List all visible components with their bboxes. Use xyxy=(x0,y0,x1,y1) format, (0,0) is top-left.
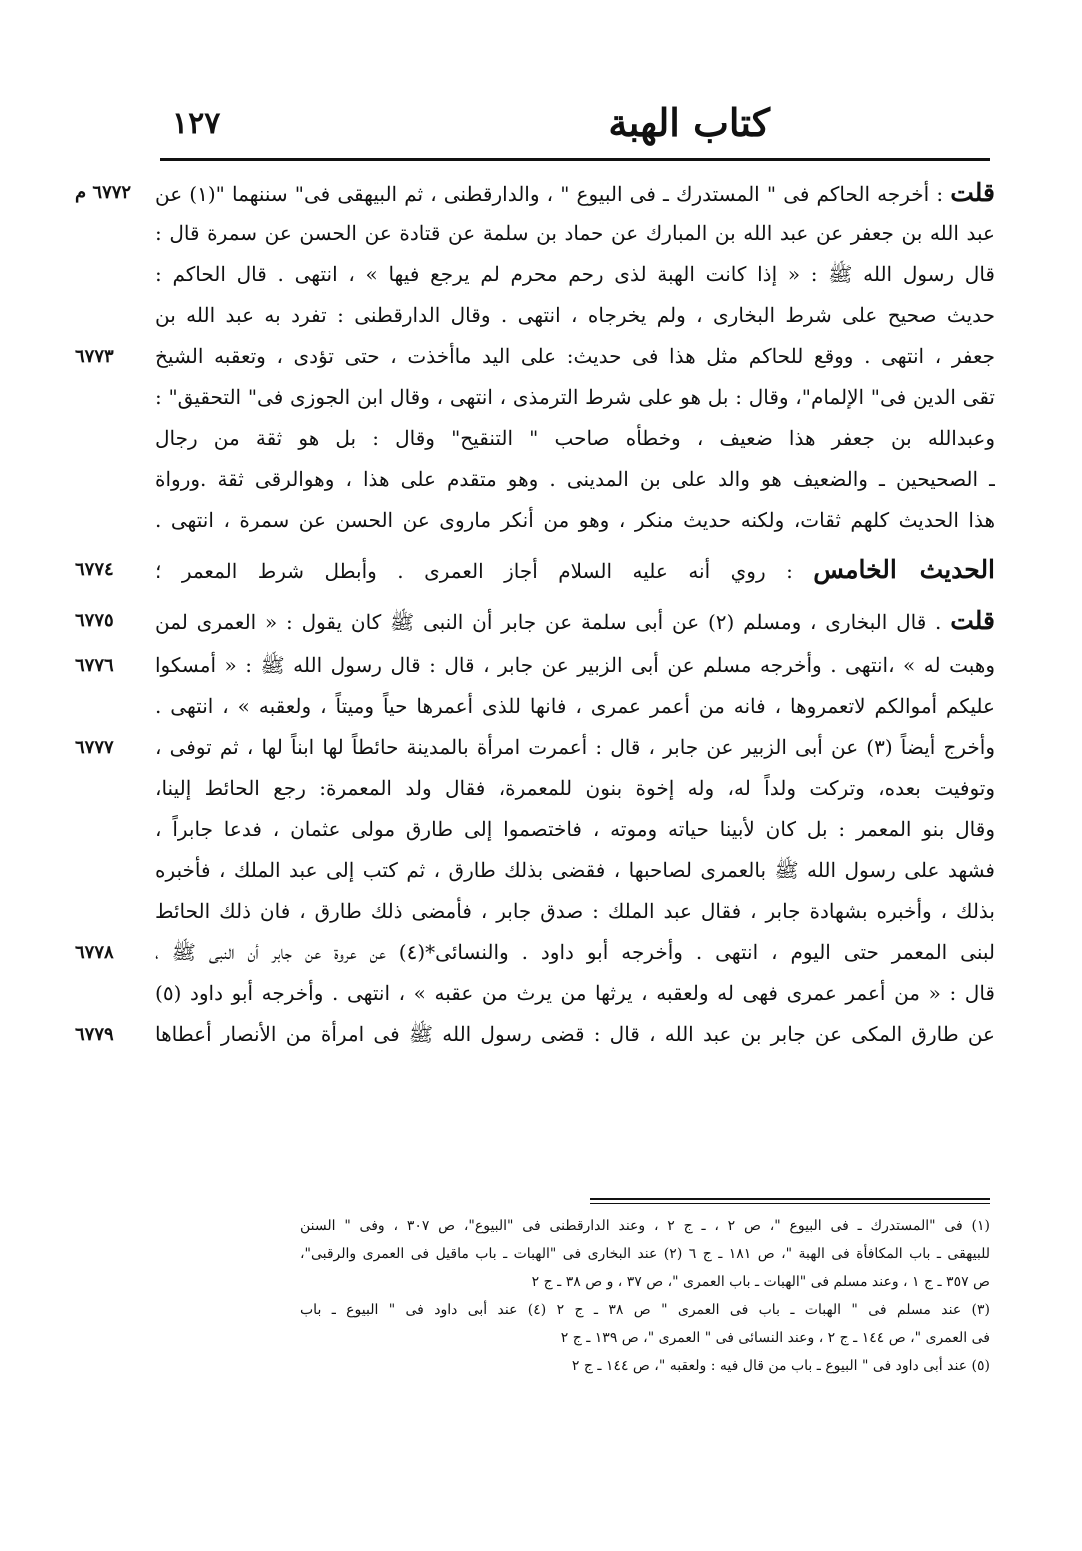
line-text: لبنى المعمر حتى اليوم ، انتهى . وأخرجه أبو داود . والنسائى*(٤) عن عروة عن جابر أن النبى ﷺ ، xyxy=(155,940,995,964)
line-text: عن طارق المكى عن جابر بن عبد الله ، قال : قضى رسول الله ﷺ فى امرأة من الأنصار أعطاها xyxy=(155,1022,995,1046)
footnote-line: فى العمرى "، ص ١٤٤ ـ ج ٢ ، وعند النسائى فى " العمرى "، ص ١٣٩ ـ ج ٢ xyxy=(560,1330,990,1346)
hadith-heading-label: الحديث الخامس xyxy=(813,555,995,584)
line-text: قال : « من أعمر عمرى فهى له ولعقبه ، يرثها من يرث من عقبه » ، انتهى . وأخرجه أبو داود (٥) xyxy=(155,981,995,1005)
chapter-title: كتاب الهبة xyxy=(608,100,770,145)
text-line xyxy=(75,809,995,850)
footnote-line: (٣) عند مسلم فى " الهبات ـ باب فى العمرى " ص ٣٨ ـ ج ٢ (٤) عند أبى داود فى " البيوع ـ باب xyxy=(300,1302,990,1318)
hadith-number: ٦٧٧٨ xyxy=(75,942,114,963)
line-text: وعبدالله بن جعفر هذا ضعيف ، وخطأه صاحب " التنقيح" وقال : بل هو ثقة من رجال xyxy=(155,426,995,450)
line-text: فشهد على رسول الله ﷺ بالعمرى لصاحبها ، فقضى بذلك طارق ، ثم كتب إلى عبد الملك ، فأخبره xyxy=(155,858,995,882)
line-text: بذلك ، وأخبره بشهادة جابر ، فقال عبد الملك : صدق جابر ، فأمضى ذلك طارق ، فان ذلك الحائط xyxy=(155,899,995,923)
line-text: تقى الدين فى" الإلمام"، وقال : بل هو على شرط الترمذى ، انتهى ، وقال ابن الجوزى فى" التحقيق" : xyxy=(155,385,995,409)
line-text: عليكم أموالكم لاتعمروها ، فانه من أعمر عمرى ، فانها للذى أعمرها حياً وميتاً ، ولعقبه » ، انتهى . xyxy=(155,694,995,718)
text-line xyxy=(75,295,995,336)
text-line xyxy=(75,254,995,295)
text-line xyxy=(75,932,995,973)
hadith-number: ٦٧٧٦ xyxy=(75,655,114,676)
header-rule xyxy=(160,158,990,161)
hadith-heading-text: : روي أنه عليه السلام أجاز العمرى . وأبطل شرط المعمر ؛ xyxy=(155,559,814,583)
footnote-line: ص ٣٥٧ ـ ج ١ ، وعند مسلم فى "الهبات ـ باب العمرى "، ص ٣٧ ، و ص ٣٨ ـ ج ٢ xyxy=(531,1274,990,1290)
hadith-number: ٦٧٧٤ xyxy=(75,559,114,580)
line-text: وتوفيت بعده، وتركت ولداً له، وله إخوة بنون للمعمرة، فقال ولد المعمرة: رجع الحائط إلينا، xyxy=(155,776,995,800)
text-line xyxy=(75,377,995,418)
page-header xyxy=(160,100,990,160)
text-line xyxy=(75,172,995,213)
footnote-line: للبيهقى ـ باب المكافأة فى الهبة "، ص ١٨١ ـ ج ٦ (٢) عند البخارى فى "الهبات ـ باب ماقيل فى العمرى والرقبى"، xyxy=(300,1246,990,1262)
footnote-rule-thin xyxy=(590,1203,990,1204)
text-line xyxy=(75,645,995,686)
text-line xyxy=(75,686,995,727)
line-text: وهبت له » ،انتهى . وأخرجه مسلم عن أبى الزبير عن جابر ، قال : قال رسول الله ﷺ : « أمسكوا xyxy=(155,653,995,677)
line-text: : أخرجه الحاكم فى " المستدرك ـ فى البيوع " ، والدارقطنى ، ثم البيهقى فى" سننهما "(١) عن xyxy=(155,182,951,206)
text-line xyxy=(75,500,995,541)
text-line xyxy=(75,213,995,254)
text-line xyxy=(75,1014,995,1055)
text-line xyxy=(75,336,995,377)
text-line xyxy=(75,727,995,768)
text-line xyxy=(75,973,995,1014)
hadith-number: ٦٧٧٢ م xyxy=(75,182,132,203)
hadith-number: ٦٧٧٥ xyxy=(75,610,114,631)
line-text: قال رسول الله ﷺ : « إذا كانت الهبة لذى رحم محرم لم يرجع فيها » ، انتهى . قال الحاكم : xyxy=(155,262,995,286)
hadith-number: ٦٧٧٧ xyxy=(75,737,114,758)
footnotes xyxy=(300,1212,990,1380)
hadith-number: ٦٧٧٣ xyxy=(75,346,114,367)
keyword-qultu: قلت xyxy=(950,606,995,635)
hadith-heading xyxy=(75,543,995,597)
footnote-rule xyxy=(590,1198,990,1200)
text-line xyxy=(75,418,995,459)
line-text: وأخرج أيضاً (٣) عن أبى الزبير عن جابر ، قال : أعمرت امرأة بالمدينة حائطاً لها ابناً لها ، ثم توفى ، xyxy=(155,735,995,759)
line-text: . قال البخارى ، ومسلم (٢) عن أبى سلمة عن جابر أن النبى ﷺ كان يقول : « العمرى لمن xyxy=(155,610,951,634)
footnote-line: (٥) عند أبى داود فى " البيوع ـ باب من قال فيه : ولعقبه "، ص ١٤٤ ـ ج ٢ xyxy=(571,1358,990,1374)
line-text: وقال بنو المعمر : بل كان لأبينا حياته وموته ، فاختصموا إلى طارق مولى عثمان ، فدعا جابراً ، xyxy=(155,817,995,841)
keyword-qultu: قلت xyxy=(950,178,995,207)
text-line xyxy=(75,768,995,809)
text-line xyxy=(75,597,995,645)
line-text: جعفر ، انتهى . ووقع للحاكم مثل هذا فى حديث: على اليد ماأخذت ، حتى تؤدى ، وتعقبه الشيخ xyxy=(155,344,995,368)
hadith-number: ٦٧٧٩ xyxy=(75,1024,114,1045)
line-text: ـ الصحيحين ـ والضعيف هو والد على بن المدينى . وهو متقدم على هذا ، وهوالرقى ثقة .ورواة xyxy=(155,467,995,491)
text-line xyxy=(75,850,995,891)
main-text xyxy=(75,172,995,1055)
page-number: ١٢٧ xyxy=(172,106,221,141)
text-line xyxy=(75,891,995,932)
text-line xyxy=(75,459,995,500)
line-text: هذا الحديث كلهم ثقات، ولكنه حديث منكر ، وهو من أنكر ماروى عن الحسن عن سمرة ، انتهى . xyxy=(155,508,995,532)
line-text: حديث صحيح على شرط البخارى ، ولم يخرجاه ، انتهى . وقال الدارقطنى : تفرد به عبد الله بن xyxy=(155,303,995,327)
line-text: عبد الله بن جعفر عن عبد الله بن المبارك عن حماد بن سلمة عن قتادة عن الحسن عن سمرة قال : xyxy=(155,221,995,245)
footnote-line: (١) فى "المستدرك ـ فى البيوع "، ص ٢ ، ـ ج ٢ ، وعند الدارقطنى فى "البيوع"، ص ٣٠٧ ، وفى " السنن xyxy=(300,1218,990,1234)
